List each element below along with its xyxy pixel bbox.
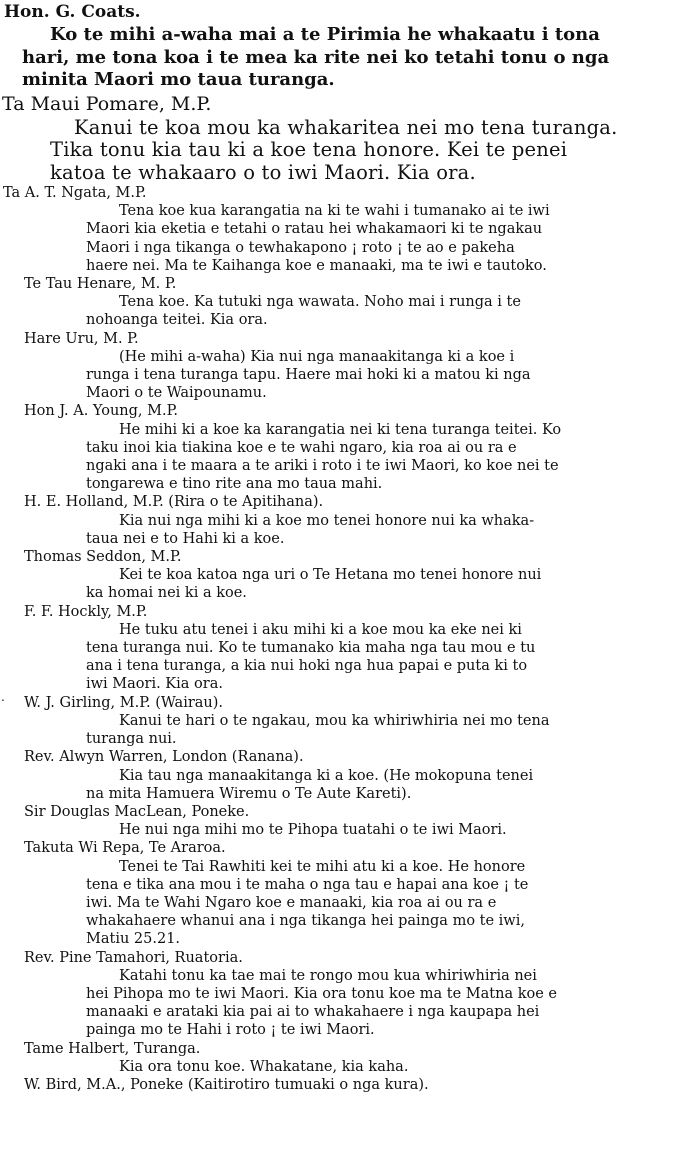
message-entry xyxy=(0,949,700,1040)
sender-name: H. E. Holland, M.P. (Rira o te Apitihana). xyxy=(24,494,324,511)
message-text xyxy=(0,512,700,548)
message-line: haere nei. Ma te Kaihanga koe e manaaki, ma te iwi e tautoko. xyxy=(86,257,547,274)
message-text xyxy=(0,202,700,275)
message-line: runga i tena turanga tapu. Haere mai hoki ki a matou ki nga xyxy=(86,367,531,384)
message-entry xyxy=(0,548,700,603)
message-text xyxy=(0,858,700,949)
message-line: painga mo te Hahi i roto ¡ te iwi Maori. xyxy=(86,1022,375,1039)
message-line: taku inoi kia tiakina koe e te wahi ngaro, kia roa ai ou ra e xyxy=(86,439,517,456)
sender-name: Thomas Seddon, M.P. xyxy=(24,549,182,566)
sender-name: W. Bird, M.A., Poneke (Kaitirotiro tumuaki o nga kura). xyxy=(24,1076,429,1093)
sender-name: Sir Douglas MacLean, Poneke. xyxy=(24,803,250,820)
message-entry xyxy=(0,275,700,330)
message-text xyxy=(0,821,700,839)
sender-name: Ta A. T. Ngata, M.P. xyxy=(3,185,147,201)
message-text xyxy=(0,1058,700,1076)
message-line: na mita Hamuera Wiremu o Te Aute Kareti). xyxy=(86,785,412,802)
message-line: whakahaere whanui ana i nga tikanga hei painga mo te iwi, xyxy=(86,913,525,930)
message-text xyxy=(0,348,700,403)
message-line: Kanui te koa mou ka whakaritea nei mo tena turanga. xyxy=(74,116,618,139)
message-entry xyxy=(0,330,700,403)
sender-name: F. F. Hockly, M.P. xyxy=(24,603,148,620)
message-line: turanga nui. xyxy=(86,731,177,748)
message-text xyxy=(0,621,700,694)
message-entry xyxy=(0,1040,700,1076)
message-line: ana i tena turanga, a kia nui hoki nga hua papai e puta ki to xyxy=(86,658,528,675)
message-line: Matiu 25.21. xyxy=(86,931,181,948)
margin-mark: . xyxy=(1,690,5,704)
message-line: katoa te whakaaro o to iwi Maori. Kia ora. xyxy=(50,161,476,184)
message-text xyxy=(0,566,700,602)
sender-name: W. J. Girling, M.P. (Wairau). xyxy=(24,694,224,711)
message-text xyxy=(0,293,700,329)
message-line: Tena koe. Ka tutuki nga wawata. Noho mai i runga i te xyxy=(119,294,521,311)
message-entry xyxy=(0,694,700,749)
message-line: hari, me tona koa i te mea ka rite nei ko tetahi tonu o nga xyxy=(22,46,610,68)
message-line: nohoanga teitei. Kia ora. xyxy=(86,312,268,329)
sender-name: Te Tau Henare, M. P. xyxy=(24,276,177,293)
sender-name: Hon. G. Coats. xyxy=(4,2,141,22)
sender-name: Rev. Pine Tamahori, Ruatoria. xyxy=(24,949,243,966)
message-line: Maori kia eketia e tetahi o ratau hei whakamaori ki te ngakau xyxy=(86,221,543,238)
message-entry xyxy=(0,803,700,839)
message-entry xyxy=(0,748,700,803)
message-entry xyxy=(0,839,700,948)
message-line: Ko te mihi a-waha mai a te Pirimia he whakaatu i tona xyxy=(50,24,600,45)
message-line: iwi. Ma te Wahi Ngaro koe e manaaki, kia roa ai ou ra e xyxy=(86,894,497,911)
message-entry xyxy=(0,92,700,185)
message-text xyxy=(0,967,700,1040)
message-line: hei Pihopa mo te iwi Maori. Kia ora tonu koe ma te Matna koe e xyxy=(86,985,557,1002)
message-line: ka homai nei ki a koe. xyxy=(86,585,247,602)
message-text xyxy=(0,421,700,494)
message-text xyxy=(0,712,700,748)
message-line: Kia tau nga manaakitanga ki a koe. (He mokopuna tenei xyxy=(119,767,534,784)
message-line: Tika tonu kia tau ki a koe tena honore. Kei te penei xyxy=(50,139,568,161)
message-line: tena turanga nui. Ko te tumanako kia maha nga tau mou e tu xyxy=(86,640,536,657)
message-line: He tuku atu tenei i aku mihi ki a koe mou ka eke nei ki xyxy=(119,621,522,638)
message-line: Katahi tonu ka tae mai te rongo mou kua whiriwhiria nei xyxy=(119,967,537,984)
message-text xyxy=(0,767,700,803)
message-text xyxy=(0,24,700,92)
message-line: He mihi ki a koe ka karangatia nei ki tena turanga teitei. Ko xyxy=(119,421,562,438)
sender-name: Hon J. A. Young, M.P. xyxy=(24,403,179,420)
message-line: Kia nui nga mihi ki a koe mo tenei honore nui ka whaka- xyxy=(119,512,535,529)
message-line: Kanui te hari o te ngakau, mou ka whiriwhiria nei mo tena xyxy=(119,712,550,729)
message-line: taua nei e to Hahi ki a koe. xyxy=(86,530,285,547)
message-line: (He mihi a-waha) Kia nui nga manaakitanga ki a koe i xyxy=(119,348,515,365)
message-entry xyxy=(0,0,700,92)
message-entry xyxy=(0,184,700,275)
sender-name: Hare Uru, M. P. xyxy=(24,330,139,347)
message-line: Tenei te Tai Rawhiti kei te mihi atu ki a koe. He honore xyxy=(119,858,526,875)
message-entry xyxy=(0,603,700,694)
message-line: He nui nga mihi mo te Pihopa tuatahi o te iwi Maori. xyxy=(119,822,507,839)
message-line: manaaki e arataki kia pai ai to whakahaere i nga kaupapa hei xyxy=(86,1004,540,1021)
message-text xyxy=(0,117,700,185)
message-line: tena e tika ana mou i te maha o nga tau e hapai ana koe ¡ te xyxy=(86,876,529,893)
message-entry xyxy=(0,402,700,493)
message-line: iwi Maori. Kia ora. xyxy=(86,676,223,693)
message-line: tongarewa e tino rite ana mo taua mahi. xyxy=(86,476,383,493)
message-line: ngaki ana i te maara a te ariki i roto i te iwi Maori, ko koe nei te xyxy=(86,458,559,475)
message-line: Maori o te Waipounamu. xyxy=(86,385,267,402)
sender-name: Rev. Alwyn Warren, London (Ranana). xyxy=(24,749,304,766)
message-line: Maori i nga tikanga o tewhakapono ¡ roto ¡ te ao e pakeha xyxy=(86,239,515,256)
message-line: Kei te koa katoa nga uri o Te Hetana mo tenei honore nui xyxy=(119,567,542,584)
message-line: Kia ora tonu koe. Whakatane, kia kaha. xyxy=(119,1058,409,1075)
message-line: minita Maori mo taua turanga. xyxy=(22,69,335,90)
sender-name: Ta Maui Pomare, M.P. xyxy=(2,92,212,115)
sender-name: Takuta Wi Repa, Te Araroa. xyxy=(24,840,226,857)
sender-name: Tame Halbert, Turanga. xyxy=(24,1040,201,1057)
message-entry xyxy=(0,1076,700,1094)
message-line: Tena koe kua karangatia na ki te wahi i tumanako ai te iwi xyxy=(119,203,550,220)
message-entry xyxy=(0,493,700,548)
